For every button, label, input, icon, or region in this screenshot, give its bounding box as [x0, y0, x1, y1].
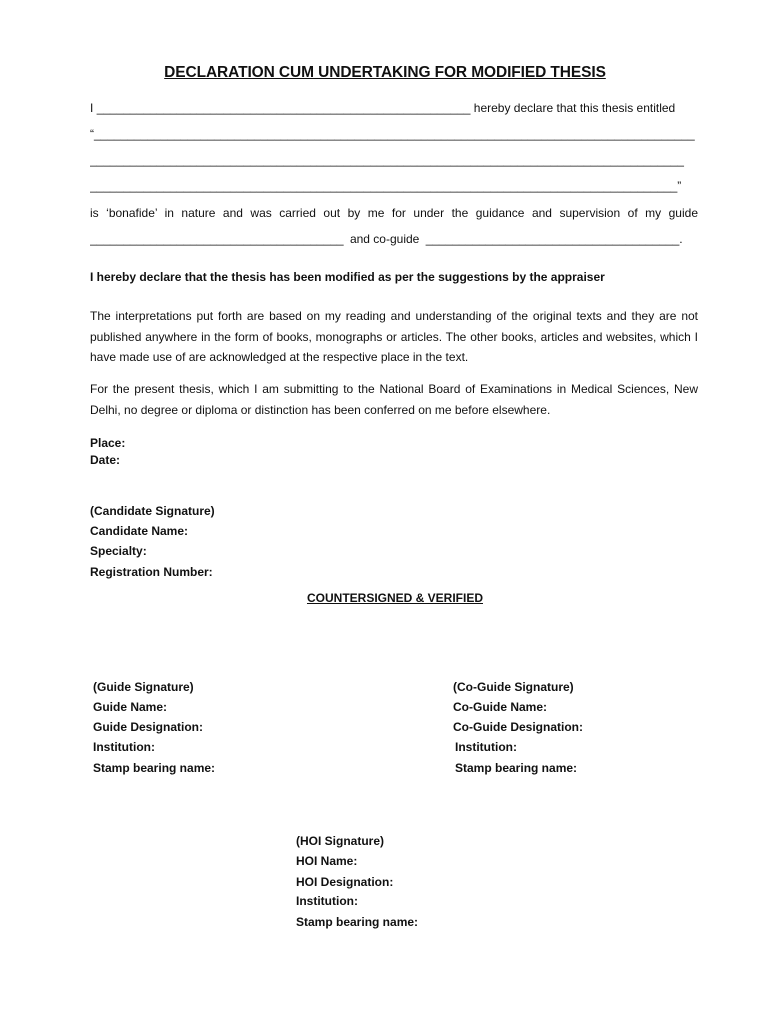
date-label: Date: — [90, 453, 121, 467]
hoi-name-label: HOI Name: — [296, 854, 358, 868]
declaration-line-1 — [90, 101, 698, 115]
hoi-designation-label: HOI Designation: — [296, 875, 394, 889]
modified-statement: I hereby declare that the thesis has been modified as per the suggestions by the appraiser — [90, 270, 605, 284]
specialty-label: Specialty: — [90, 544, 147, 558]
place-label: Place: — [90, 436, 126, 450]
guide-name-label: Guide Name: — [93, 700, 168, 714]
coguide-name-label: Co-Guide Name: — [453, 700, 548, 714]
coguide-signature-label: (Co-Guide Signature) — [453, 680, 574, 694]
guide-institution-label: Institution: — [93, 740, 155, 754]
candidate-name-label: Candidate Name: — [90, 524, 189, 538]
thesis-title-blank-3[interactable]: ________________________________________________________________________________________” — [90, 179, 682, 193]
thesis-title-blank-1[interactable]: “__________________________________________________________________________________________ — [90, 127, 695, 141]
guide-stamp-label: Stamp bearing name: — [93, 761, 216, 775]
bonafide-statement: is ‘bonafide’ in nature and was carried out by me for under the guidance and supervision of my guide — [90, 206, 698, 220]
declaration-suffix: hereby declare that this thesis entitled — [473, 101, 676, 115]
coguide-designation-label: Co-Guide Designation: — [453, 720, 583, 734]
coguide-name-blank[interactable]: ______________________________________. — [425, 232, 683, 246]
guide-name-blank[interactable]: ______________________________________ — [90, 232, 344, 246]
candidate-signature-label: (Candidate Signature) — [90, 504, 215, 518]
guide-coguide-line — [90, 232, 698, 246]
countersigned-heading: COUNTERSIGNED & VERIFIED — [306, 591, 483, 605]
paragraph-interpretations: The interpretations put forth are based on my reading and understanding of the original texts and they are not published anywhere in the form of books, monographs or articles. The other books, articles and websites, which I have made use of are acknowledged at the respective place in the text. — [90, 309, 698, 364]
candidate-name-blank[interactable]: ________________________________________________________ — [96, 101, 471, 115]
declaration-prefix: I — [90, 101, 94, 115]
document-title: DECLARATION CUM UNDERTAKING FOR MODIFIED THESIS — [164, 64, 606, 81]
hoi-stamp-label: Stamp bearing name: — [296, 915, 419, 929]
paragraph-present-thesis: For the present thesis, which I am submitting to the National Board of Examinations in Medical Sciences, New Delhi, no degree or diploma or distinction has been conferred on me before elsewhere. — [90, 382, 698, 417]
coguide-institution-label: Institution: — [455, 740, 517, 754]
registration-number-label: Registration Number: — [90, 565, 213, 579]
guide-designation-label: Guide Designation: — [93, 720, 204, 734]
thesis-title-blank-2[interactable]: _________________________________________________________________________________________ — [90, 153, 684, 167]
coguide-stamp-label: Stamp bearing name: — [455, 761, 578, 775]
guide-signature-label: (Guide Signature) — [93, 680, 194, 694]
hoi-institution-label: Institution: — [296, 894, 358, 908]
hoi-signature-label: (HOI Signature) — [296, 834, 385, 848]
coguide-label: and co-guide — [349, 232, 420, 246]
